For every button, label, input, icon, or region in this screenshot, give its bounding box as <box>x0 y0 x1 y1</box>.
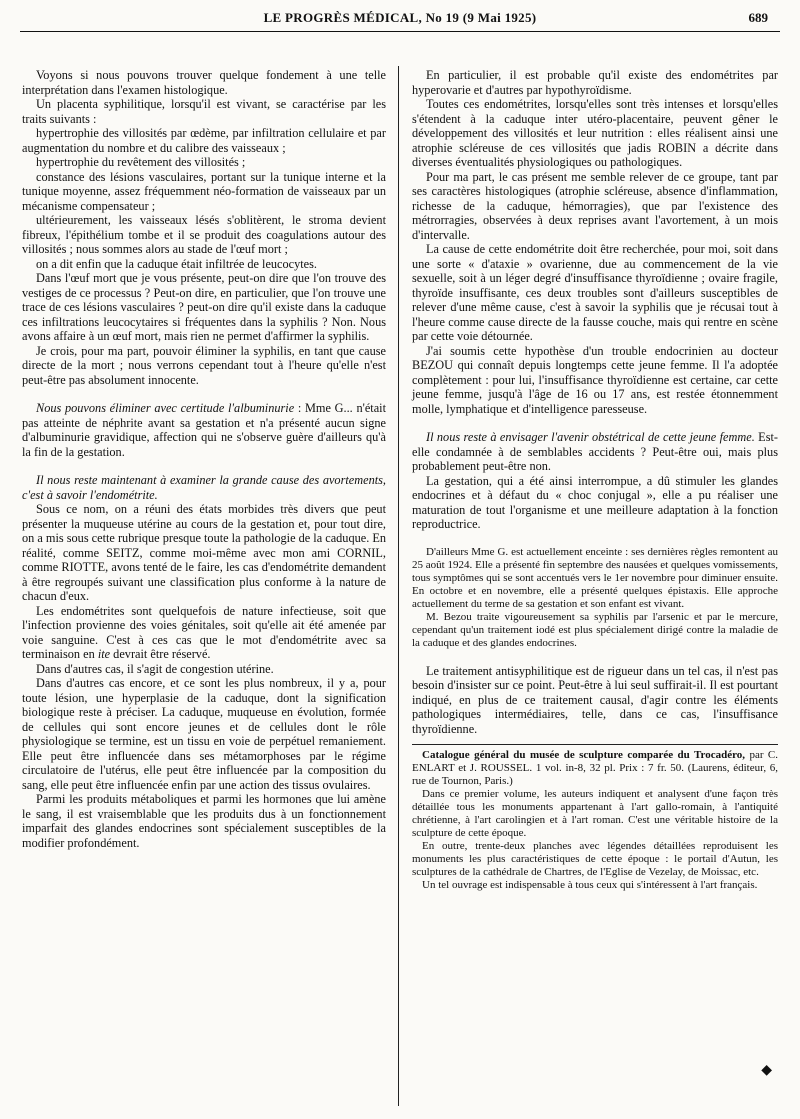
paragraph: Dans d'autres cas, il s'agit de congestion utérine. <box>36 661 274 676</box>
case-note: D'ailleurs Mme G. est actuellement enceinte : ses dernières règles remontent au 25 août 1924. Elle a présenté fin septembre des nausées et quelques vomissements, tous symptômes qui se sont accentués vers le 1er novembre pour diminuer ensuite. En octobre et en novembre, elle a présenté quelques épistaxis. Elle approche actuellement du terme de sa gestation et son enfant est vivant. <box>412 545 778 610</box>
review-paragraph: Un tel ouvrage est indispensable à tous ceux qui s'intéressent à l'art français. <box>422 879 758 891</box>
paragraph-text: devrait être réservé. <box>110 647 211 661</box>
right-column <box>412 68 778 892</box>
paragraph: En particulier, il est probable qu'il existe des endométrites par hyperovarie et d'autres par hypothyroïdisme. <box>412 68 778 97</box>
paragraph: Un placenta syphilitique, lorsqu'il est vivant, se caractérise par les traits suivants : <box>22 97 386 126</box>
paragraph <box>22 604 386 662</box>
paragraph: J'ai soumis cette hypothèse d'un trouble endocrinien au docteur BEZOU qui connaît depuis longtemps cette jeune femme. Il l'a adoptée complètement : pour lui, l'insuffisance thyroïdienne est certaine, car cette jeune femme, jusqu'à l'âge de 16 ou 17 ans, est restée étonnemment molle, lymphatique et d'intelligence paresseuse. <box>412 343 778 416</box>
paragraph: Voyons si nous pouvons trouver quelque fondement à une telle interprétation dans l'examen histologique. <box>22 68 386 97</box>
paragraph <box>22 401 386 459</box>
journal-title: LE PROGRÈS MÉDICAL, No 19 (9 Mai 1925) <box>263 10 537 25</box>
paragraph: hypertrophie du revêtement des villosités ; <box>36 155 246 169</box>
paragraph: Sous ce nom, on a réuni des états morbides très divers que peut présenter la muqueuse utérine au cours de la gestation et, pour tout dire, on a mis sous cette rubrique presque toute la pathologie de la caduque. En réalité, comme SEITZ, comme moi-même avec mon ami CORNIL, comme RIOTTE, avons tenté de le faire, les cas d'endométrite demandent à être regroupés suivant une classification plus conforme à la nature de chacun d'eux. <box>22 502 387 603</box>
paragraph: on a dit enfin que la caduque était infiltrée de leucocytes. <box>36 256 318 271</box>
review-paragraph: Dans ce premier volume, les auteurs indiquent et analysent d'une façon très détaillée tous les monuments appartenant à l'art gallo-romain, à l'antiquité chrétienne, à l'art carolingien et à l'art roman. C'est une véritable histoire de la sculpture de cette époque. <box>412 788 778 839</box>
paragraph: Je crois, pour ma part, pouvoir éliminer la syphilis, en tant que cause directe de la mort ; nous verrons cependant tout à l'heure qu'elle n'est peut-être pas absolument innocente. <box>22 343 386 387</box>
review-title: Catalogue général du musée de sculpture comparée du Trocadéro, <box>422 749 746 761</box>
left-column <box>22 68 386 850</box>
paragraph-text: : Mme G... n'était pas atteinte de néphrite avant sa gestation et n'a présenté aucun signe d'albuminurie gravidique, affection qui ne s'observe guère d'ailleurs qu'à la fin de la gestation. <box>22 401 386 459</box>
italic-word: ite <box>97 647 111 661</box>
paragraph: Dans d'autres cas encore, et ce sont les plus nombreux, il y a, pour toute lésion, une hyperplasie de la caduque, dont la signification biologique reste à préciser. La caduque, muqueuse en évolution, formée de cellules qui sont encore jeunes et de cellules dont le rôle physiologique se termine, est un tissu en voie de perpétuel remaniement. Elle peut être influencée dans ses métamorphoses par le régime circulatoire de l'utérus, elle peut être influencée par la composition du sang, elle peut être influencée enfin par une action des tissus ovulaires. <box>22 676 386 792</box>
running-header <box>20 6 780 32</box>
paragraph: La cause de cette endométrite doit être recherchée, pour moi, soit dans une sorte « d'ataxie » ovarienne, due au commencement de la vie sexuelle, soit à un léger degré d'insuffisance thyroïdienne ; ovaire fragile, thyroïde insuffisante, ces deux troubles sont d'ailleurs susceptibles de relever d'une même cause, c'est à savoir la syphilis que je récusai tout à l'heure comme cause directe de la fausse couche, mais qui rentre en scène par cette voie détournée. <box>412 242 778 343</box>
paragraph <box>412 430 778 474</box>
italic-lead: Il nous reste à envisager l'avenir obstétrical de cette jeune femme. <box>426 430 755 444</box>
paragraph: Parmi les produits métaboliques et parmi les hormones que lui amène le sang, il est vraisemblable que les produits dus à un fonctionnement imparfait des glandes endocrines sont spécialement susceptibles de la modifier profondément. <box>22 792 386 850</box>
section-lead: Il nous reste maintenant à examiner la grande cause des avortements, c'est à savoir l'endométrite. <box>22 473 386 502</box>
paragraph: constance des lésions vasculaires, portant sur la tunique interne et la tunique moyenne, assez fréquemment néo-formation de vaisseaux par un mécanisme compensateur ; <box>22 169 386 213</box>
paragraph-text: Est-elle condamnée à de semblables accidents ? Peut-être oui, mais plus probablement peut-être non. <box>412 430 778 473</box>
review-heading <box>412 749 778 788</box>
review-publication: par C. ENLART et J. ROUSSEL. 1 vol. in-8, 32 pl. Prix : 7 fr. 50. (Laurens, éditeur, 6, rue de Tournon, Paris.) <box>412 749 778 787</box>
paragraph: hypertrophie des villosités par œdème, par infiltration cellulaire et par augmentation du nombre et du calibre des vaisseaux ; <box>22 126 386 155</box>
paragraph: La gestation, qui a été ainsi interrompue, a dû stimuler les glandes endocrines et à défaut du « choc conjugal », elle a pu réaliser une maturation de tout l'organisme et une meilleure adaptation à la fonction reproductrice. <box>412 473 778 531</box>
diamond-ornament: ◆ <box>761 1063 772 1078</box>
paragraph-text: Les endométrites sont quelquefois de nature infectieuse, soit que l'infection provienne des voies génitales, soit qu'elle ait été amenée par voie sanguine. C'est à ces cas que le mot d'endométrite avec sa terminaison en <box>22 603 386 661</box>
paragraph: Pour ma part, le cas présent me semble relever de ce groupe, tant par ses caractères histologiques (atrophie scléreuse, absence d'inflammation, richesse de la caduque, hémorragies), que par l'existence des métrorragies, observées à deux reprises avant l'avortement, à un mois d'intervalle. <box>412 169 778 242</box>
column-divider <box>398 66 399 1106</box>
book-review <box>412 744 778 892</box>
paragraph: Toutes ces endométrites, lorsqu'elles sont très intenses et lorsqu'elles s'étendent à la caduque inter utéro-placentaire, peuvent gêner le développement des villosités et leur nutrition : elles réalisent ainsi une atrophie scléreuse de ces villosités que jadis ROBIN a décrite dans diverses éventualités physiologiques ou pathologiques. <box>412 97 778 169</box>
case-note: M. Bezou traite vigoureusement sa syphilis par l'arsenic et par le mercure, cependant qu'un traitement iodé est plus spécialement dirigé contre la maladie de la caduque et des glandes endocrines. <box>412 610 778 649</box>
page-number: 689 <box>748 10 768 25</box>
paragraph: Dans l'œuf mort que je vous présente, peut-on dire que l'on trouve des vestiges de ce processus ? Peut-on dire, en particulier, que l'on trouve une trace de ces lésions vasculaires ? peut-on dire qu'il existe dans la caduque ces infiltrations leucocytaires si fréquentes dans la syphilis ? Non. Nous avons affaire à un œuf mort, mais rien ne permet d'affirmer la syphilis. <box>22 271 386 343</box>
review-paragraph: En outre, trente-deux planches avec légendes détaillées reproduisent les monuments les plus caractéristiques de cette époque : le portail d'Autun, les sculptures de la cathédrale de Chartres, de l'Eglise de Vezelay, de Moissac, etc. <box>412 840 778 878</box>
paragraph: Le traitement antisyphilitique est de rigueur dans un tel cas, il n'est pas besoin d'insister sur ce point. Peut-être à lui seul suffirait-il. Il est pourtant indiqué, en plus de ce traitement causal, d'agir contre les éléments pathologiques intermédiaires, telle, dans ce cas, l'insuffisance thyroïdienne. <box>412 663 778 736</box>
italic-lead: Nous pouvons éliminer avec certitude l'albuminurie <box>36 401 295 415</box>
header-rule <box>20 31 780 32</box>
paragraph: ultérieurement, les vaisseaux lésés s'oblitèrent, le stroma devient fibreux, l'épithélium tombe et il se produit des coagulations autour des villosités ; nous sommes alors au stade de l'œuf mort ; <box>22 213 386 256</box>
